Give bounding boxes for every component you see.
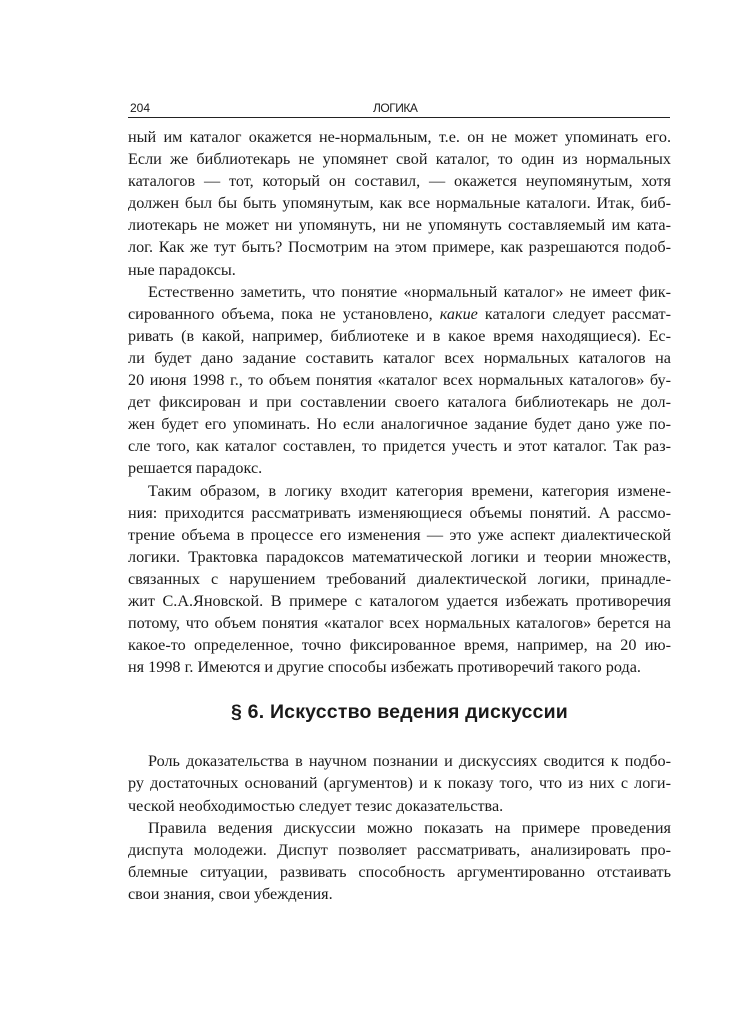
text-block-before [128,126,671,678]
text-line: какое-то определенное, точно фиксированное время, например, на 20 ию- [128,636,671,655]
text-line: дет фиксирован и при составлении своего каталога библиотекарь не дол- [128,393,671,412]
text-line: ные парадоксы. [128,260,236,279]
text-line: сле того, как каталог составлен, то придется учесть и этот каталог. Так раз- [128,437,671,456]
text-block-after [128,750,671,905]
text-line: диспута молодежи. Диспут позволяет рассматривать, анализировать про- [128,840,671,859]
text-segment: сированного объема, пока не установлено, [128,304,440,323]
text-line: ня 1998 г. Имеются и другие способы избежать противоречий такого рода. [128,658,641,677]
text-line: Роль доказательства в научном познании и дискуссиях сводится к подбо- [148,752,671,771]
text-line [128,303,671,325]
text-segment: каталоги следует рассмат- [477,304,671,323]
text-line: Естественно заметить, что понятие «нормальный каталог» не имеет фик- [148,282,671,301]
italic-emphasis: какие [439,304,478,323]
text-line: трение объема в процессе его изменения — это уже аспект диалектической [128,525,671,544]
text-line: Правила ведения дискуссии можно показать на примере проведения [148,818,671,837]
text-line: ру достаточных оснований (аргументов) и к показу того, что из них с логи- [128,774,671,793]
text-line: связанных с нарушением требований диалектической логики, принадле- [128,569,671,588]
text-line: ческой необходимостью следует тезис доказательства. [128,796,504,815]
page-body [128,126,671,905]
text-line: потому, что объем понятия «каталог всех нормальных каталогов» берется на [128,614,671,633]
text-line: каталогов — тот, который он составил, — окажется неупомянутым, хотя [128,172,671,191]
text-line: Если же библиотекарь не упомянет свой каталог, то один из нормальных [128,150,671,169]
text-line: 20 июня 1998 г., то объем понятия «каталог всех нормальных каталогов» бу- [128,371,671,390]
text-line: ния: приходится рассматривать изменяющиеся объемы понятий. А рассмо- [128,503,671,522]
paragraph [128,480,671,679]
text-line: решается парадокс. [128,459,263,478]
text-line: блемные ситуации, развивать способность аргументированно отстаивать [128,862,671,881]
running-title: ЛОГИКА [373,101,418,115]
running-header [128,100,670,118]
paragraph [128,126,671,281]
paragraph [128,281,671,480]
text-line: ли будет дано задание составить каталог всех нормальных каталогов на [128,348,671,367]
text-line: жен будет его упоминать. Но если аналогичное задание будет дано уже по- [128,415,671,434]
text-line: жит С.А.Яновской. В примере с каталогом удается избежать противоречия [128,591,671,610]
text-line: логики. Трактовка парадоксов математической логики и теории множеств, [128,547,671,566]
text-line: должен был бы быть упомянутым, как все нормальные каталоги. Итак, биб- [128,194,671,213]
text-line: ривать (в какой, например, библиотеке и в какое время находящиеся). Ес- [128,326,671,345]
text-line: лог. Как же тут быть? Посмотрим на этом примере, как разрешаются подоб- [128,238,671,257]
paragraph [128,817,671,905]
text-line: ный им каталог окажется не-нормальным, т.е. он не может упоминать его. [128,128,671,146]
page-number: 204 [130,101,151,115]
text-line: лиотекарь не может ни упомянуть, ни не упомянуть составляемый им ката- [128,216,671,235]
paragraph [128,750,671,816]
section-heading: § 6. Искусство ведения дискуссии [231,701,568,724]
text-line: свои знания, свои убеждения. [128,884,333,903]
text-line: Таким образом, в логику входит категория времени, категория измене- [148,481,671,500]
